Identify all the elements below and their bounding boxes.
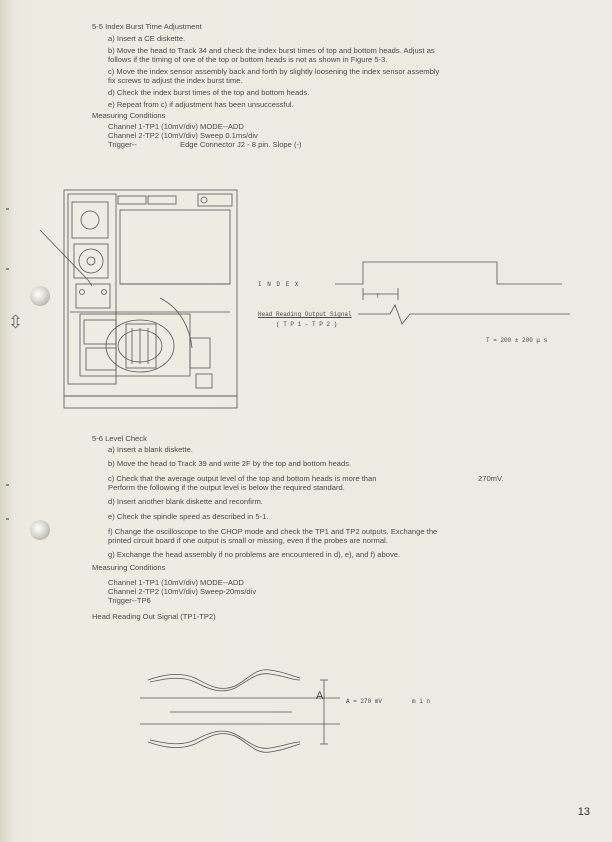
t-label: T xyxy=(376,293,380,300)
condition-text: Channel 2-TP2 (10mV/div) Sweep-20ms/div xyxy=(108,587,257,596)
measuring-title: Measuring Conditions xyxy=(92,111,166,120)
step-text: g) Exchange the head assembly if no problems are encountered in d), e), and f) above. xyxy=(108,550,401,559)
condition-text: Channel 2-TP2 (10mV/div) Sweep 0.1ms/div xyxy=(108,131,258,140)
step-text: printed circuit board if one output is small or missing, even if the probes are normal. xyxy=(108,536,388,545)
condition-text: Trigger--TP6 xyxy=(108,596,151,605)
amplitude-label: A xyxy=(316,690,324,702)
step-text: a) Insert a blank diskette. xyxy=(108,445,193,454)
binder-hole xyxy=(30,520,50,540)
condition-text: Channel 1-TP1 (10mV/div) MODE--ADD xyxy=(108,578,244,587)
threshold-value: 270mV. xyxy=(478,474,504,483)
margin-mark xyxy=(6,518,9,520)
step-text: fix screws to adjust the index burst time. xyxy=(108,76,243,85)
measuring-title: Measuring Conditions xyxy=(92,563,166,572)
step-text: f) Change the oscilloscope to the CHOP mode and check the TP1 and TP2 outputs. Exchange the xyxy=(108,527,438,536)
signal-title: Head Reading Out Signal (TP1-TP2) xyxy=(92,612,216,621)
trigger-detail: Edge Connector J2 - 8 pin. Slope (-) xyxy=(180,140,302,149)
step-text: d) Check the index burst times of the top and bottom heads. xyxy=(108,88,310,97)
section-55-heading: 5-5 Index Burst Time Adjustment xyxy=(92,22,202,31)
condition-text: Trigger-- xyxy=(108,140,137,149)
step-text: c) Check that the average output level of the top and bottom heads is more than xyxy=(108,474,377,483)
head-output-waveform xyxy=(140,660,340,760)
step-text: e) Check the spindle speed as described in 5-1. xyxy=(108,512,269,521)
step-text: e) Repeat from c) if adjustment has been unsuccessful. xyxy=(108,100,294,109)
min-label: m i n xyxy=(412,698,431,705)
page-number: 13 xyxy=(577,806,590,818)
step-text: c) Move the index sensor assembly back and forth by slightly loosening the index sensor assembly xyxy=(108,67,440,76)
margin-mark xyxy=(6,268,9,270)
resize-arrows-icon: ⇳ xyxy=(8,312,24,332)
t-formula: T = 200 ± 200 μ s xyxy=(486,337,548,344)
index-label: I N D E X xyxy=(258,281,300,288)
step-text: b) Move the head to Track 34 and check the index burst times of top and bottom heads. Adjust as xyxy=(108,46,435,55)
margin-mark xyxy=(6,208,9,210)
section-56-heading: 5-6 Level Check xyxy=(92,434,147,443)
margin-mark xyxy=(6,484,9,486)
step-text: Perform the following if the output level is below the required standard. xyxy=(108,483,345,492)
step-text: a) Insert a CE diskette. xyxy=(108,34,186,43)
step-text: follows if the timing of one of the top or bottom heads is not as shown in Figure 5-3. xyxy=(108,55,388,64)
condition-text: Channel 1-TP1 (10mV/div) MODE--ADD xyxy=(108,122,244,131)
drive-assembly-drawing xyxy=(40,188,245,416)
step-text: d) Insert another blank diskette and reconfirm. xyxy=(108,497,263,506)
step-text: b) Move the head to Track 39 and write 2F by the top and bottom heads. xyxy=(108,459,352,468)
amplitude-formula: A = 270 mV xyxy=(346,698,383,705)
head-signal-label: Head Reading Output Signal xyxy=(258,311,352,318)
tp-label: ( T P 1 - T P 2 ) xyxy=(276,321,338,328)
